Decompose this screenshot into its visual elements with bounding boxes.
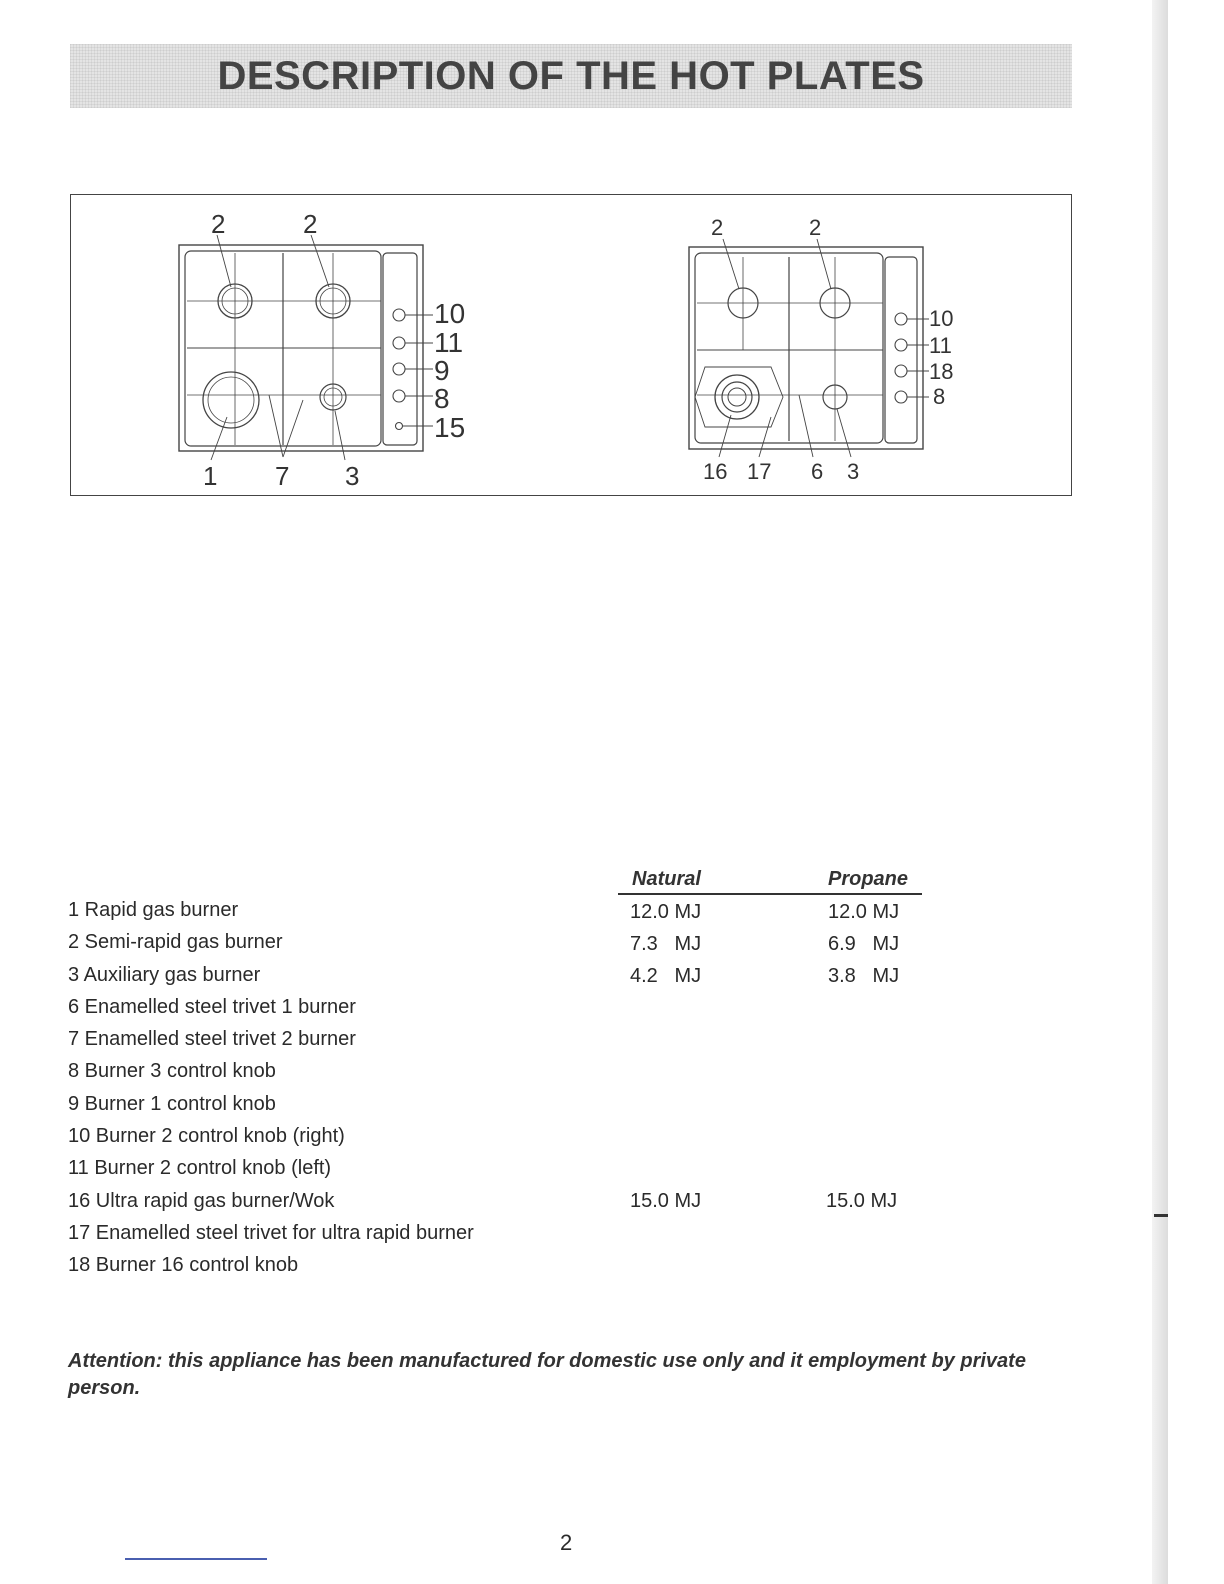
footer-rule	[125, 1558, 267, 1560]
right-side-label-11: 11	[929, 333, 952, 358]
list-item: 8 Burner 3 control knob	[68, 1060, 276, 1083]
parts-list	[68, 896, 474, 1284]
list-item: 2 Semi-rapid gas burner	[68, 931, 283, 954]
left-side-label-8: 8	[434, 383, 450, 414]
list-item: 6 Enamelled steel trivet 1 burner	[68, 995, 356, 1018]
list-item: 3 Auxiliary gas burner	[68, 963, 261, 986]
column-header-propane: Propane	[828, 868, 909, 890]
list-item: 17 Enamelled steel trivet for ultra rapid burner	[68, 1221, 474, 1244]
page-edge-shadow	[1152, 0, 1168, 1584]
left-side-label-10: 10	[434, 298, 466, 329]
column-header-natural: Natural	[632, 868, 701, 890]
rating-semi-rapid-propane: 6.9 MJ	[828, 933, 900, 955]
right-bottom-label-3: 3	[847, 459, 860, 484]
page-title: DESCRIPTION OF THE HOT PLATES	[217, 54, 925, 98]
title-band	[70, 44, 1072, 108]
edge-mark	[1154, 1214, 1168, 1217]
right-bottom-label-16: 16	[703, 459, 728, 484]
column-rule-natural	[618, 893, 726, 895]
left-side-label-15: 15	[434, 412, 466, 443]
right-bottom-label-17: 17	[747, 459, 772, 484]
rating-semi-rapid-natural: 7.3 MJ	[630, 933, 702, 955]
list-item: 11 Burner 2 control knob (left)	[68, 1157, 332, 1180]
rating-auxiliary-propane: 3.8 MJ	[828, 965, 900, 987]
list-item: 9 Burner 1 control knob	[68, 1092, 276, 1115]
page-number: 2	[560, 1530, 573, 1555]
left-top-label-2: 2	[303, 209, 318, 239]
list-item: 10 Burner 2 control knob (right)	[68, 1125, 345, 1148]
list-item: 18 Burner 16 control knob	[68, 1254, 299, 1277]
left-bottom-label-3: 3	[345, 461, 360, 491]
attention-note: Attention: this appliance has been manufactured for domestic use only and it employment by private person.	[68, 1350, 1026, 1399]
left-side-label-9: 9	[434, 355, 450, 386]
diagram-svg	[71, 195, 1073, 497]
left-bottom-label-7: 7	[275, 461, 290, 491]
left-top-label-1: 2	[211, 209, 226, 239]
rating-ultra-rapid-propane: 15.0 MJ	[826, 1190, 898, 1212]
list-item: 16 Ultra rapid gas burner/Wok	[68, 1189, 335, 1212]
rating-auxiliary-natural: 4.2 MJ	[630, 965, 702, 987]
right-side-label-8: 8	[933, 384, 946, 409]
list-item: 7 Enamelled steel trivet 2 burner	[68, 1028, 356, 1051]
right-top-label-2: 2	[809, 215, 822, 240]
hotplate-diagrams	[70, 194, 1072, 496]
column-rule-propane	[724, 893, 922, 895]
right-side-label-18: 18	[929, 359, 954, 384]
left-bottom-label-1: 1	[203, 461, 218, 491]
left-side-label-11: 11	[434, 327, 464, 358]
right-top-label-1: 2	[711, 215, 724, 240]
rating-rapid-natural: 12.0 MJ	[630, 901, 702, 923]
rating-rapid-propane: 12.0 MJ	[828, 901, 900, 923]
rating-ultra-rapid-natural: 15.0 MJ	[630, 1190, 702, 1212]
right-hob-diagram	[689, 239, 929, 457]
list-item: 1 Rapid gas burner	[68, 899, 239, 921]
right-bottom-label-6: 6	[811, 459, 824, 484]
right-side-label-10: 10	[929, 306, 954, 331]
left-hob-diagram	[179, 235, 433, 460]
